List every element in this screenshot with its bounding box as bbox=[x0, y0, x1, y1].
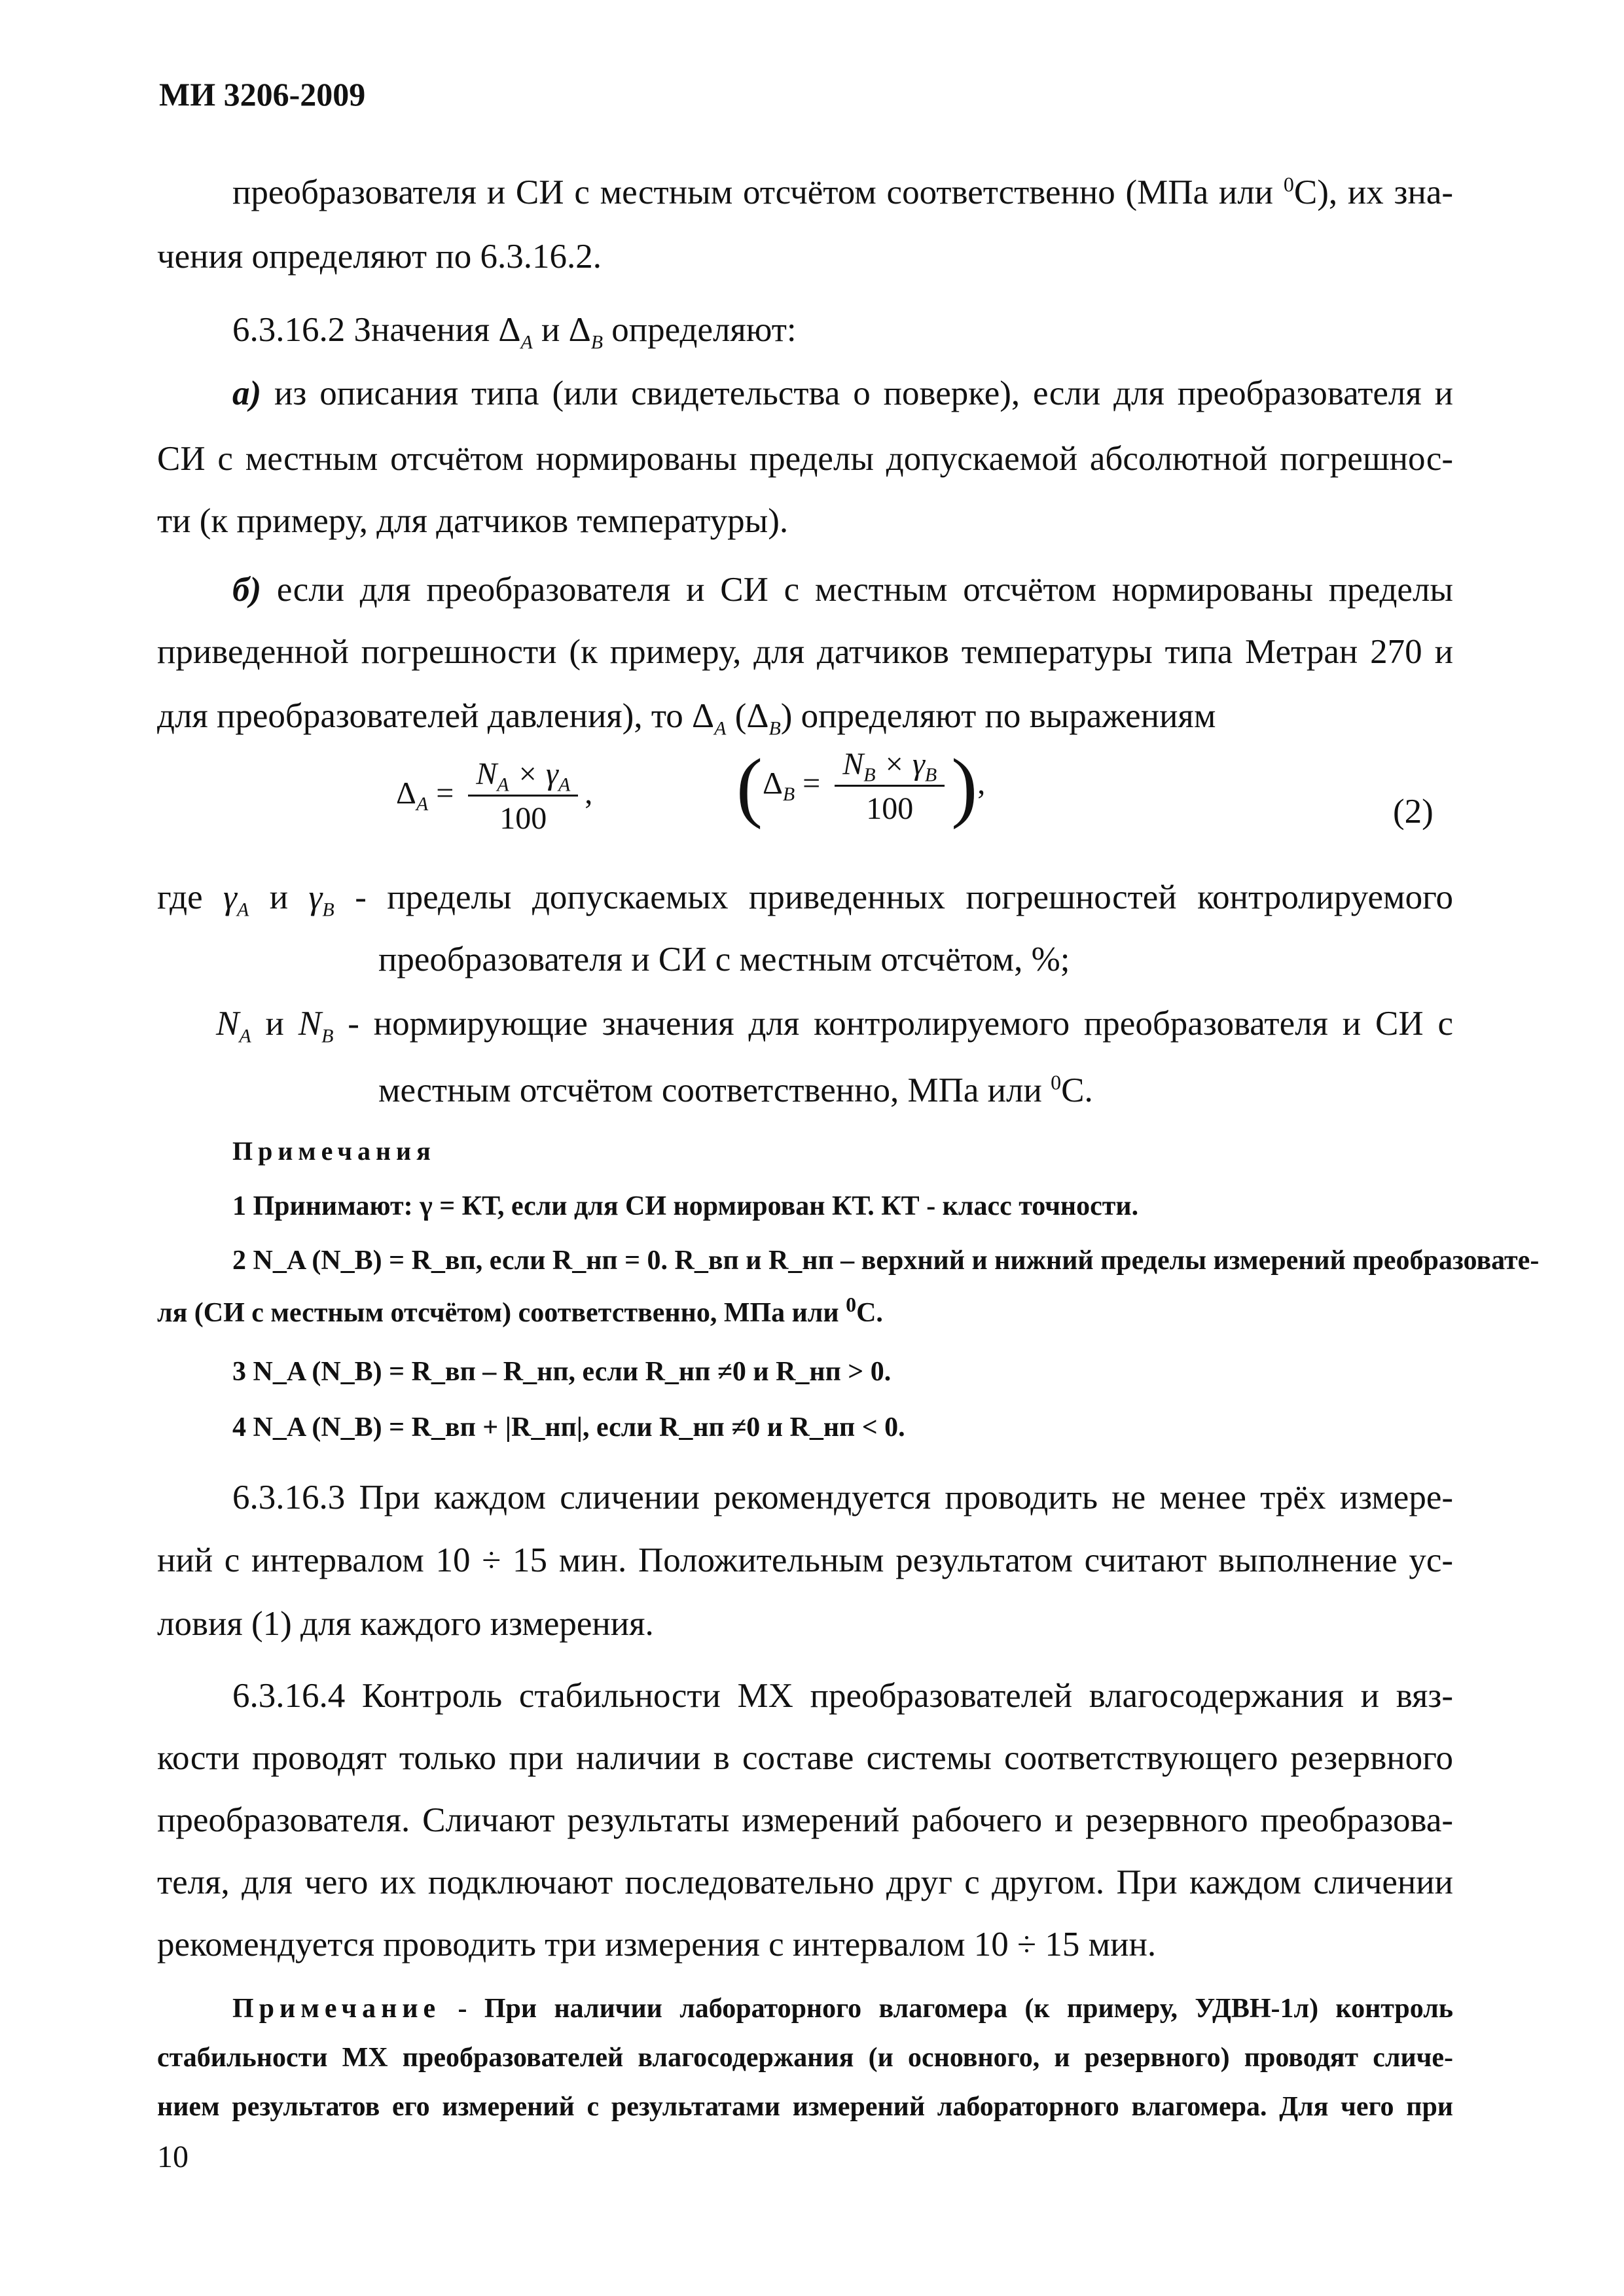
page-number: 10 bbox=[157, 2140, 189, 2174]
note-paragraph: Примечание - При наличии лабораторного влагомера (к примеру, УДВН-1л) контроль bbox=[232, 1994, 1453, 2024]
paragraph-line: б) если для преобразователя и СИ с местным отсчётом нормированы пределы bbox=[232, 571, 1453, 609]
paragraph-line: СИ с местным отсчётом нормированы пределы допускаемой абсолютной погрешнос- bbox=[157, 440, 1453, 478]
paragraph-line: для преобразователей давления), то $\Delta_A$ $(\Delta_B)$ определяют по выражениям bbox=[157, 697, 1216, 740]
paragraph-line: преобразователя и СИ с местным отсчётом соответственно (МПа или $^0$С), их зна- bbox=[232, 172, 1454, 211]
section-heading: 6.3.16.2 Значения $\Delta_A$ и $\Delta_B$ определяют: bbox=[232, 311, 797, 353]
note-paragraph: стабильности МХ преобразователей влагосодержания (и основного, и резервного) проводят сличе- bbox=[157, 2043, 1453, 2073]
note-item: 4 N_A (N_B) = R_вп + |R_нп|, если R_нп ≠0 и R_нп < 0. bbox=[232, 1412, 905, 1443]
definition-line: где $\gamma_A$ и $\gamma_B$ - пределы допускаемых приведенных погрешностей контролируемого bbox=[157, 878, 1454, 921]
paragraph-line: преобразователя. Сличают результаты измерений рабочего и резервного преобразова- bbox=[157, 1801, 1453, 1839]
paragraph-line: ний с интервалом 10 ÷ 15 мин. Положительным результатом считают выполнение ус- bbox=[157, 1541, 1453, 1579]
formula-delta-a: $\Delta_A$ = $\frac{N_A \times \gamma_A}{100}$ , bbox=[396, 757, 593, 836]
paragraph-line: приведенной погрешности (к примеру, для датчиков температуры типа Метран 270 и bbox=[157, 633, 1453, 671]
definition-line: местным отсчётом соответственно, МПа или $^0$С. bbox=[378, 1070, 1093, 1109]
paragraph-line: кости проводят только при наличии в составе системы соответствующего резервного bbox=[157, 1739, 1453, 1777]
definition-line: преобразователя и СИ с местным отсчётом, %; bbox=[378, 941, 1070, 978]
note-item: 3 N_A (N_B) = R_вп – R_нп, если R_нп ≠0 и R_нп > 0. bbox=[232, 1357, 892, 1387]
note-paragraph: нием результатов его измерений с результатами измерений лабораторного влагомера. Для чего при bbox=[157, 2092, 1453, 2122]
definition-line: $N_A$ и $N_B$ - нормирующие значения для контролируемого преобразователя и СИ с bbox=[216, 1005, 1453, 1047]
paragraph-line: ловия (1) для каждого измерения. bbox=[157, 1605, 654, 1643]
paragraph-line: 6.3.16.4 Контроль стабильности МХ преобразователей влагосодержания и вяз- bbox=[232, 1677, 1453, 1715]
paragraph-line: чения определяют по 6.3.16.2. bbox=[157, 238, 602, 276]
paragraph-line: ти (к примеру, для датчиков температуры). bbox=[157, 502, 789, 540]
note-item: 2 N_A (N_B) = R_вп, если R_нп = 0. R_вп и R_нп – верхний и нижний пределы измерений преобразовате- bbox=[232, 1246, 1540, 1276]
formula-number: (2) bbox=[1393, 793, 1434, 831]
notes-title: Примечания bbox=[232, 1136, 436, 1166]
document-code: МИ 3206-2009 bbox=[159, 76, 366, 113]
paragraph-line: рекомендуется проводить три измерения с интервалом 10 ÷ 15 мин. bbox=[157, 1926, 1157, 1964]
paragraph-line: теля, для чего их подключают последовательно друг с другом. При каждом сличении bbox=[157, 1863, 1453, 1901]
paragraph-line: а) из описания типа (или свидетельства о поверке), если для преобразователя и bbox=[232, 374, 1453, 412]
note-item: 1 Принимают: γ = КТ, если для СИ нормирован КТ. КТ - класс точности. bbox=[232, 1191, 1139, 1221]
paragraph-line: 6.3.16.3 При каждом сличении рекомендуется проводить не менее трёх измере- bbox=[232, 1479, 1453, 1516]
note-item: ля (СИ с местным отсчётом) соответственно, МПа или $^0$С. bbox=[157, 1293, 883, 1328]
formula-delta-b: ($\Delta_B$ = $\frac{N_B \times \gamma_B}{100}$ ), bbox=[736, 742, 986, 830]
